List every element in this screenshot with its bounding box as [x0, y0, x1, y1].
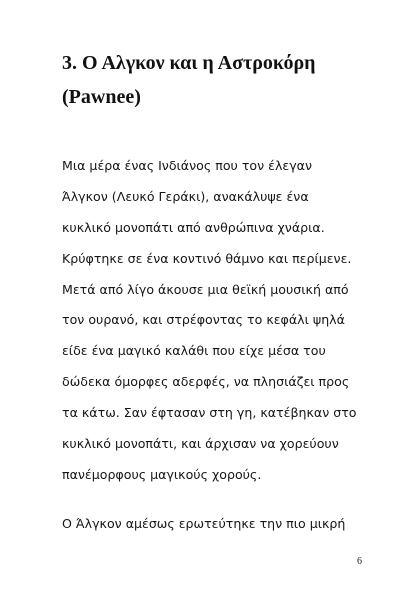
- paragraph-1: [62, 151, 392, 491]
- text-line: Μια μέρα ένας Ινδιάνος που τον έλεγαν: [62, 158, 312, 173]
- text-line: είδε ένα μαγικό καλάθι που είχε μέσα του: [62, 343, 326, 359]
- text-line: τον ουρανό, και στρέφοντας το κεφάλι ψηλά: [62, 312, 345, 328]
- text-line: δώδεκα όμορφες αδερφές, να πλησιάζει προς: [62, 374, 350, 390]
- text-line: Ο Άλγκον αμέσως ερωτεύτηκε την πιο μικρή: [62, 516, 346, 531]
- chapter-title-line-2: (Pawnee): [62, 86, 141, 108]
- text-line: κυκλικό μονοπάτι από ανθρώπινα χνάρια.: [62, 219, 325, 235]
- text-line: τα κάτω. Σαν έφτασαν στη γη, κατέβηκαν στο: [62, 405, 357, 421]
- page-number: 6: [357, 556, 362, 567]
- chapter-title: [62, 46, 382, 114]
- paragraph-2: [62, 509, 392, 540]
- text-line: πανέμορφους μαγικούς χορούς.: [62, 466, 262, 482]
- text-line: Άλγκον (Λευκό Γεράκι), ανακάλυψε ένα: [62, 188, 309, 204]
- text-line: κυκλικό μονοπάτι, και άρχισαν να χορεύουν: [62, 436, 339, 452]
- text-line: Κρύφτηκε σε ένα κοντινό θάμνο και περίμενε.: [62, 250, 352, 266]
- text-line: Μετά από λίγο άκουσε μια θεϊκή μουσική από: [62, 281, 349, 297]
- chapter-title-line-1: 3. Ο Αλγκον και η Αστροκόρη: [62, 52, 316, 74]
